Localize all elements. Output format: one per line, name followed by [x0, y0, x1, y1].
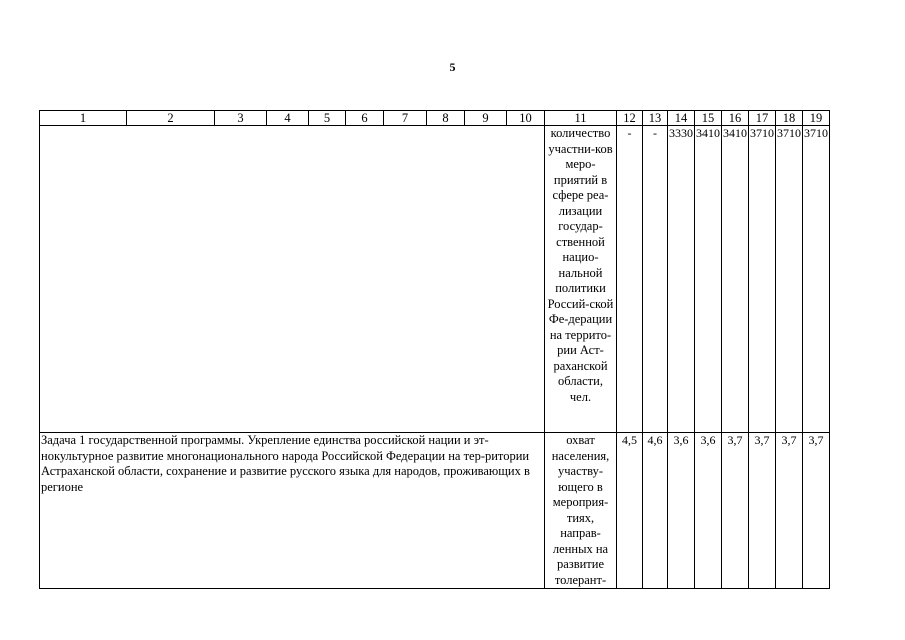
- column-header: 6: [346, 111, 384, 126]
- task-cell: [40, 126, 545, 433]
- value-cell: 3330: [668, 126, 695, 433]
- column-header: 12: [617, 111, 643, 126]
- indicator-cell: количество участни-ков меро-приятий в сфере реа-лизации государ-ственной нацио-нальной политики Россий-ской Фе-дерации на террито-рии Аст-раханской области, чел.: [545, 126, 617, 433]
- column-header: 3: [215, 111, 267, 126]
- value-cell: 3410: [695, 126, 722, 433]
- column-header: 5: [309, 111, 346, 126]
- column-header: 10: [507, 111, 545, 126]
- column-header: 17: [749, 111, 776, 126]
- value-cell: 4,6: [643, 433, 668, 589]
- column-header: 9: [465, 111, 507, 126]
- task-cell: Задача 1 государственной программы. Укрепление единства российской нации и эт-нокультурное развитие многонационального народа Российской Федерации на тер-ритории Астраханской области, сохранение и развитие русского языка для народов, проживающих в регионе: [40, 433, 545, 589]
- column-header: 19: [803, 111, 830, 126]
- column-header: 16: [722, 111, 749, 126]
- table-row: [40, 433, 830, 589]
- column-header: 7: [384, 111, 427, 126]
- column-header: 18: [776, 111, 803, 126]
- value-cell: 3,6: [668, 433, 695, 589]
- column-header: 8: [427, 111, 465, 126]
- column-header: 4: [267, 111, 309, 126]
- value-cell: -: [617, 126, 643, 433]
- program-indicators-table: [39, 110, 830, 589]
- page-number: 5: [449, 60, 456, 74]
- value-cell: 3,6: [695, 433, 722, 589]
- column-number-row: [40, 111, 830, 126]
- value-cell: 3,7: [776, 433, 803, 589]
- value-cell: 3710: [749, 126, 776, 433]
- indicator-cell: охват населения, участву-ющего в мероприя-тиях, направ-ленных на развитие толерант-: [545, 433, 617, 589]
- table-row: [40, 126, 830, 433]
- value-cell: 3,7: [803, 433, 830, 589]
- value-cell: -: [643, 126, 668, 433]
- column-header: 11: [545, 111, 617, 126]
- column-header: 1: [40, 111, 127, 126]
- value-cell: 3,7: [749, 433, 776, 589]
- column-header: 2: [127, 111, 215, 126]
- value-cell: 3710: [803, 126, 830, 433]
- value-cell: 3,7: [722, 433, 749, 589]
- value-cell: 3410: [722, 126, 749, 433]
- value-cell: 4,5: [617, 433, 643, 589]
- column-header: 15: [695, 111, 722, 126]
- column-header: 14: [668, 111, 695, 126]
- value-cell: 3710: [776, 126, 803, 433]
- column-header: 13: [643, 111, 668, 126]
